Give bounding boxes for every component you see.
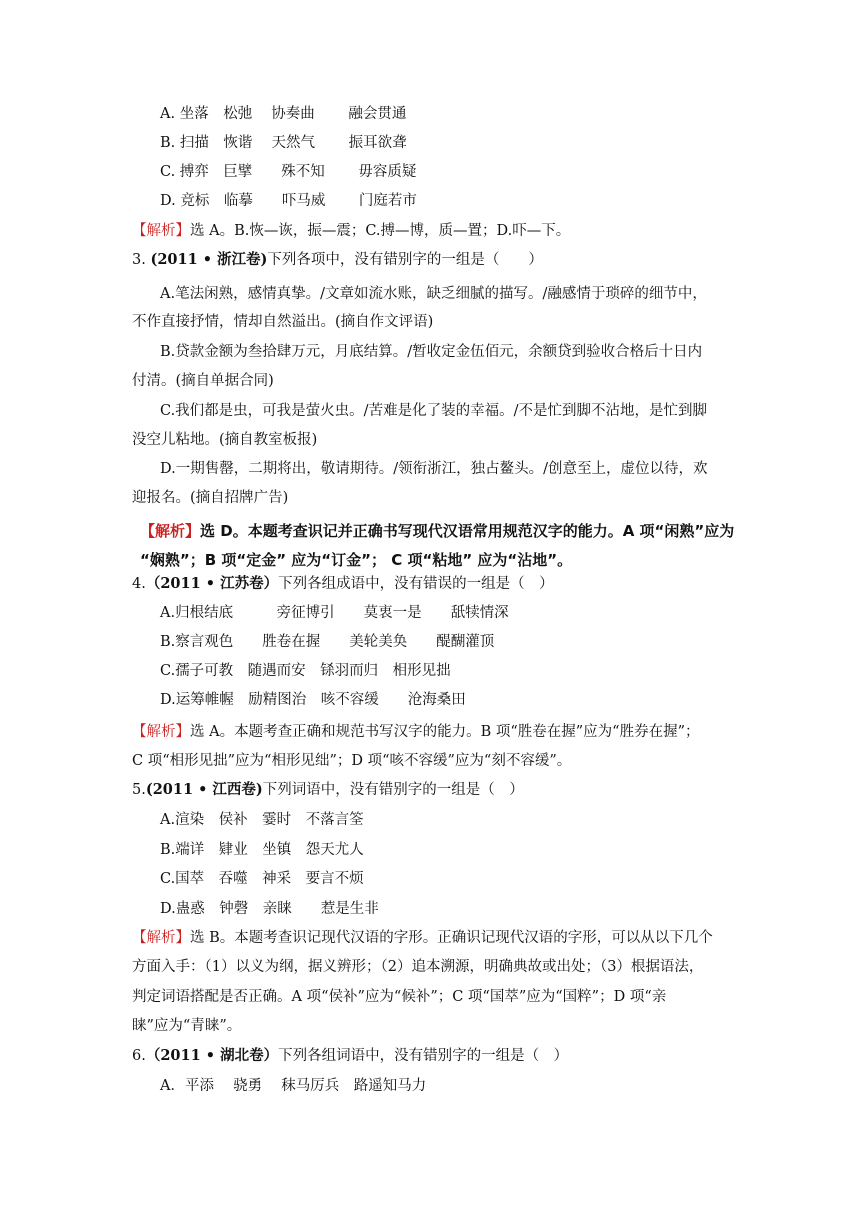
q3-line-4: 付清。(摘自单据合同) xyxy=(132,373,274,389)
q3-analysis-line1: 选 D。本题考查识记并正确书写现代汉语常用规范汉字的能力。A 项“闲熟”应为 xyxy=(200,522,735,540)
q3-line-6: 没空儿粘地。(摘自教室板报) xyxy=(132,432,318,448)
q5-analysis xyxy=(132,928,713,948)
q6-number: 6. xyxy=(132,1048,146,1064)
q5-option-b: B.端详 肄业 坐镇 怨天尤人 xyxy=(160,842,364,858)
analysis-tag: 【解析】 xyxy=(132,930,190,946)
q4-analysis xyxy=(132,722,700,742)
q4-analysis-line2: C 项“相形见拙”应为“相形见绌”；D 项“咳不容缓”应为“刻不容缓”。 xyxy=(132,753,572,769)
q5-stem-line xyxy=(132,780,524,800)
q3-line-5: C.我们都是虫，可我是萤火虫。/苦难是化了装的幸福。/不是忙到脚不沾地，是忙到脚 xyxy=(160,403,707,419)
q5-option-d: D.蛊惑 钟磬 亲睐 惹是生非 xyxy=(160,901,379,917)
q4-stem: 下列各组成语中，没有错误的一组是（ ） xyxy=(278,576,554,592)
q3-stem: 下列各项中，没有错别字的一组是（ ） xyxy=(267,252,543,268)
q2-analysis xyxy=(132,221,570,241)
q6-source: （2011 • 湖北卷） xyxy=(145,1047,279,1064)
q4-option-d: D.运筹帷幄 励精图治 咳不容缓 沧海桑田 xyxy=(160,692,466,708)
q3-analysis xyxy=(140,521,734,541)
q5-analysis-line3: 判定词语搭配是否正确。A 项“侯补”应为“候补”；C 项“国萃”应为“国粹”；D 项“亲 xyxy=(132,989,667,1005)
q5-analysis-line1: 选 B。本题考查识记现代汉语的字形。正确识记现代汉语的字形，可以从以下几个 xyxy=(190,930,713,946)
q5-stem: 下列词语中，没有错别字的一组是（ ） xyxy=(262,782,524,798)
q6-stem: 下列各组词语中，没有错别字的一组是（ ） xyxy=(278,1048,569,1064)
q5-number: 5. xyxy=(132,782,146,798)
q2-option-b: B. 扫描 恢谐 天然气 振耳欲聋 xyxy=(160,135,407,151)
q2-option-c: C. 搏弈 巨擘 殊不知 毋容质疑 xyxy=(160,164,417,180)
q4-stem-line xyxy=(132,574,554,594)
q3-number: 3. xyxy=(132,252,146,268)
q3-line-3: B.贷款金额为叁拾肆万元，月底结算。/暂收定金伍佰元，余额贷到验收合格后十日内 xyxy=(160,344,703,360)
q6-stem-line xyxy=(132,1046,568,1066)
q4-analysis-line1: 选 A。本题考查正确和规范书写汉字的能力。B 项“胜卷在握”应为“胜券在握”； xyxy=(190,724,700,740)
q5-analysis-line4: 睐”应为“青睐”。 xyxy=(132,1018,242,1034)
q3-line-2: 不作直接抒情，情却自然溢出。(摘自作文评语) xyxy=(132,314,434,330)
q5-analysis-line2: 方面入手：（1）以义为纲，据义辨形；（2）追本溯源，明确典故或出处；（3）根据语法， xyxy=(132,959,704,975)
q4-number: 4. xyxy=(132,576,146,592)
q5-option-c: C.国萃 吞噬 神采 要言不烦 xyxy=(160,871,364,887)
q6-option-a: A．平添 骁勇 秣马厉兵 路遥知马力 xyxy=(160,1078,427,1094)
q3-line-7: D.一期售罄，二期将出，敬请期待。/领衔浙江，独占鳌头。/创意至上，虚位以待，欢 xyxy=(160,461,708,477)
q4-option-c: C.孺子可教 随遇而安 铩羽而归 相形见拙 xyxy=(160,663,451,679)
q2-option-a: A. 坐落 松弛 协奏曲 融会贯通 xyxy=(160,106,407,122)
q4-option-b: B.察言观色 胜卷在握 美轮美奂 醍醐灌顶 xyxy=(160,634,495,650)
q3-line-1: A.笔法闲熟，感情真挚。/文章如流水账，缺乏细腻的描写。/融感情于琐碎的细节中， xyxy=(160,286,707,302)
q5-source: (2011 • 江西卷) xyxy=(145,781,263,798)
q2-analysis-text: 选 A。B.恢—诙，振—震；C.搏—博，质—置；D.吓—下。 xyxy=(190,223,571,239)
analysis-tag: 【解析】 xyxy=(132,223,190,239)
q3-stem-line xyxy=(132,250,543,270)
q3-source: (2011 • 浙江卷) xyxy=(150,251,268,268)
q5-option-a: A.渲染 侯补 霎时 不落言筌 xyxy=(160,812,364,828)
q3-line-8: 迎报名。(摘自招牌广告) xyxy=(132,490,289,506)
q4-option-a: A.归根结底 旁征博引 莫衷一是 舐犊情深 xyxy=(160,605,509,621)
q2-option-d: D. 竞标 临摹 吓马威 门庭若市 xyxy=(160,193,417,209)
q3-analysis-line2: “娴熟”；B 项“定金” 应为“订金”； C 项“粘地” 应为“沾地”。 xyxy=(140,551,573,569)
analysis-tag: 【解析】 xyxy=(140,522,201,540)
q4-source: （2011 • 江苏卷） xyxy=(145,575,279,592)
analysis-tag: 【解析】 xyxy=(132,724,190,740)
